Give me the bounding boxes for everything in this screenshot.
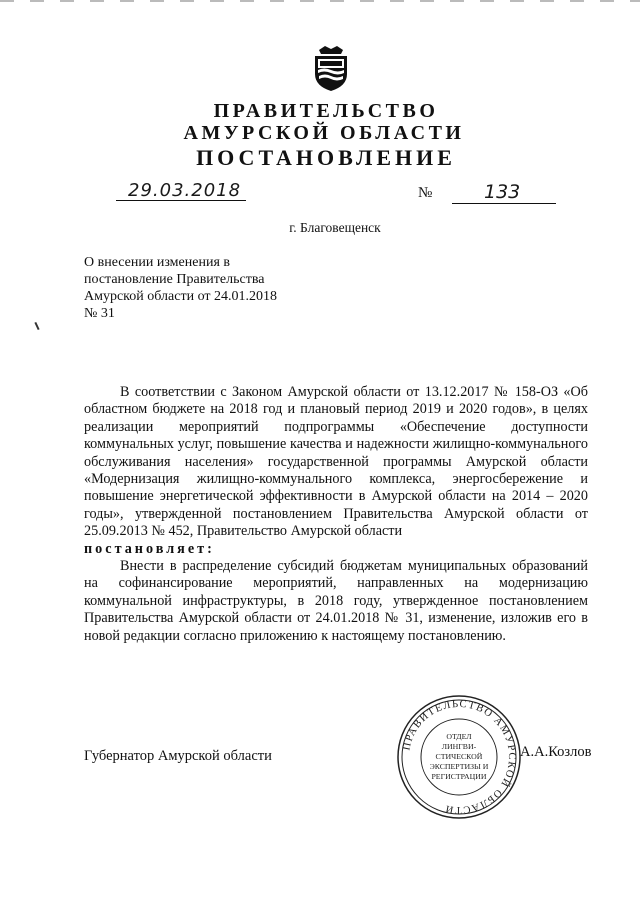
stamp-line: ОТДЕЛ [446,732,472,741]
document-subject: О внесении изменения в постановление Правительства Амурской области от 24.01.2018 № 31 [84,255,277,321]
document-number: 133 [484,181,521,203]
coat-of-arms-icon [311,44,351,92]
scan-edge [0,0,640,2]
number-sign: № [418,185,433,201]
number-underline [452,203,556,204]
document-date: 29.03.2018 [128,180,242,201]
stamp-line: СТИЧЕСКОЙ [435,752,483,761]
document-type: ПОСТАНОВЛЕНИЕ [196,145,456,170]
stamp-line: ЛИНГВИ- [441,742,477,751]
city: г. Благовещенск [289,220,381,235]
decree-paragraph: Внести в распределение субсидий бюджетам муниципальных образований на софинансирование мероприятий, направленных на модернизацию коммунальной инфраструктуры, в 2018 году, утвержденное постановлением Правительства Амурской области от 24.01.2018 № 31, изменение, изложив его в новой редакции согласно приложению к настоящему постановлению. [84,558,588,644]
decree-word: постановляет: [84,541,215,557]
signatory-name: А.А.Козлов [520,744,592,760]
org-name-line-2: АМУРСКОЙ ОБЛАСТИ [183,122,465,144]
stamp-line: РЕГИСТРАЦИИ [431,772,487,781]
date-underline [116,200,246,201]
org-name-line-1: ПРАВИТЕЛЬСТВО [213,100,439,122]
stamp-line: ЭКСПЕРТИЗЫ И [429,762,489,771]
preamble-paragraph: В соответствии с Законом Амурской области от 13.12.2017 № 158-ОЗ «Об областном бюджете на 2018 год и плановый период 2019 и 2020 годов», в целях реализации мероприятий подпрограммы «Обеспечение доступности коммунальных услуг, повышение качества и надежности жилищно-коммунального обслуживания населения» государственной программы Амурской области «Модернизация жилищно-коммунального комплекса, энергосбережение и повышение энергетической эффективности в Амурской области на 2014 – 2020 годы», утвержденной постановлением Правительства Амурской области от 25.09.2013 № 452, Правительство Амурской области [84,384,588,540]
signatory-position: Губернатор Амурской области [84,748,272,764]
scan-mark [34,322,39,330]
registration-stamp [396,694,522,820]
stamp-outer-text: ПРАВИТЕЛЬСТВО АМУРСКОЙ ОБЛАСТИ [401,698,518,816]
